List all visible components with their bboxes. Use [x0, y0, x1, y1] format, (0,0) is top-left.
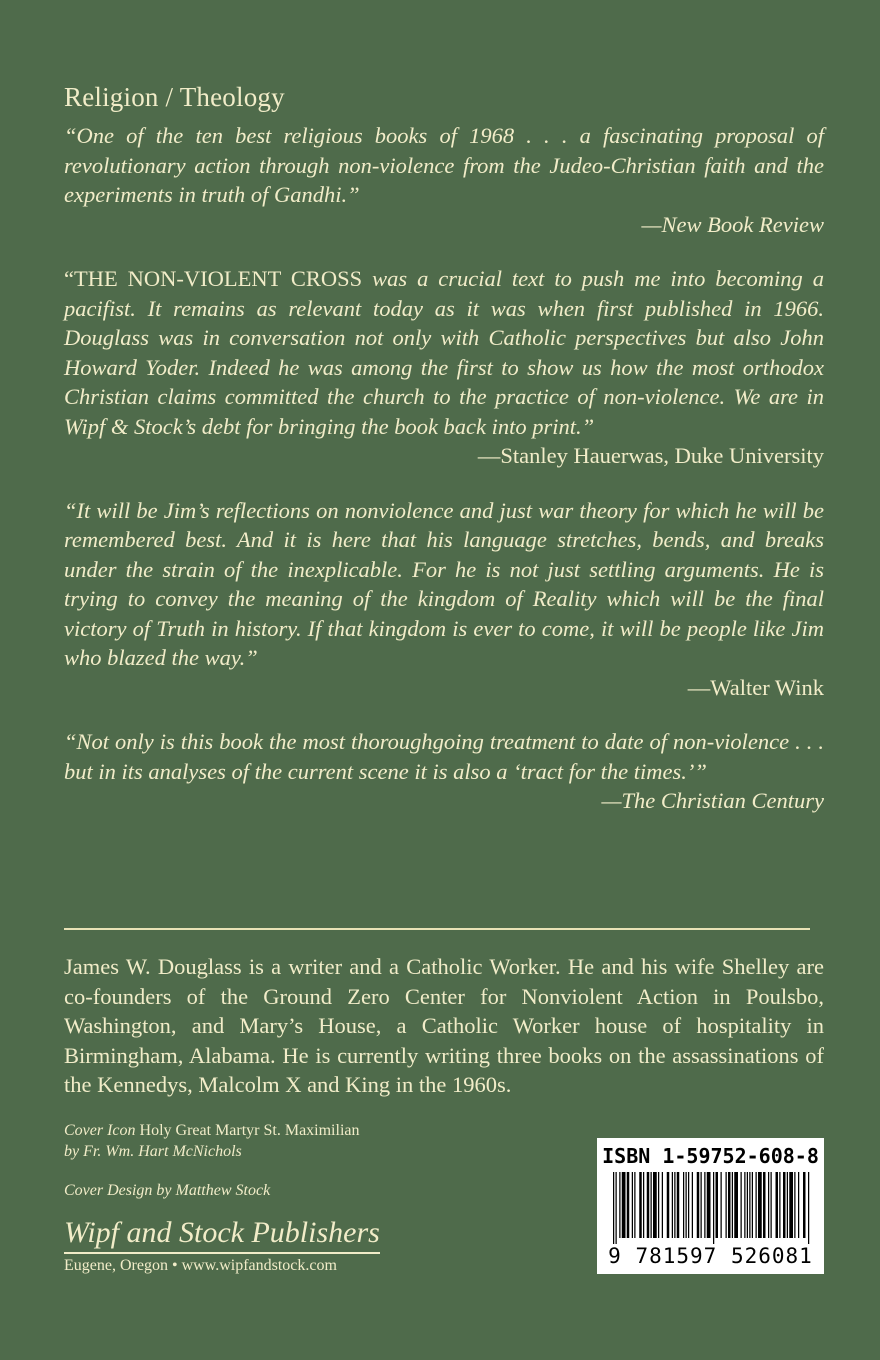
barcode-bar	[697, 1172, 700, 1238]
barcode-bar	[734, 1172, 738, 1238]
book-title: “THE NON-VIOLENT CROSS	[64, 266, 363, 291]
cover-design-credit: Cover Design by Matthew Stock	[64, 1182, 271, 1199]
quote-text	[64, 264, 824, 441]
quote-1	[64, 121, 824, 239]
quote-2	[64, 264, 824, 471]
isbn-text: ISBN 1-59752-608-8	[602, 1144, 819, 1168]
barcode-bar	[779, 1172, 780, 1238]
barcode-bar	[752, 1172, 753, 1238]
cover-credits	[64, 1120, 360, 1162]
barcode-bar	[747, 1172, 748, 1238]
barcode-bar	[627, 1172, 630, 1238]
quote-attribution: —Walter Wink	[687, 674, 824, 700]
barcode-bar	[744, 1172, 745, 1238]
barcode-bar	[688, 1172, 689, 1238]
barcode-bar	[787, 1172, 788, 1238]
barcode-bar	[634, 1172, 635, 1238]
barcode-bar	[704, 1172, 705, 1238]
quote-attribution: —New Book Review	[641, 211, 824, 237]
barcode-bars	[611, 1172, 811, 1244]
quote-text: “Not only is this book the most thoroughgoing treatment to date of non-violence . . . but in its analyses of the current scene it is also a ‘tract for the times.’”	[64, 729, 824, 784]
cover-icon-artist: by Fr. Wm. Hart McNichols	[64, 1143, 242, 1160]
barcode-bar	[716, 1172, 719, 1238]
quote-attribution: —The Christian Century	[601, 788, 824, 813]
quote-attribution: —Stanley Hauerwas, Duke University	[477, 443, 824, 468]
barcode-bar	[653, 1172, 657, 1238]
barcode-bar	[647, 1172, 650, 1238]
barcode-bar	[758, 1172, 762, 1238]
barcode-bar	[803, 1172, 806, 1238]
barcode-bar	[692, 1172, 693, 1238]
barcode-bar	[616, 1172, 617, 1244]
barcode-bar	[677, 1172, 680, 1238]
barcode-bar	[726, 1172, 727, 1238]
barcode-bar	[732, 1172, 733, 1238]
back-cover-content	[64, 82, 824, 841]
barcode-bar	[674, 1172, 675, 1238]
barcode-bar	[672, 1172, 673, 1238]
barcode-bar	[713, 1172, 714, 1244]
barcode-bar	[707, 1172, 711, 1238]
barcode-bar	[651, 1172, 652, 1238]
barcode-bar	[749, 1172, 750, 1238]
barcode-bar	[783, 1172, 786, 1238]
barcode-bar	[808, 1172, 809, 1244]
barcode-bar	[622, 1172, 626, 1238]
barcode-bar	[721, 1172, 722, 1238]
divider-rule	[64, 928, 810, 930]
quote-body: was a crucial text to push me into becoming a pacifist. It remains as relevant today as it was when first published in 1966. Douglass was in conversation not only with Catholic perspectives but also John Howard Yoder. Indeed he was among the first to show us how the most orthodox Christian claims committed the church to the practice of non-violence. We are in Wipf & Stock’s debt for bringing the book back into print.”	[64, 266, 824, 439]
barcode-bar	[741, 1172, 742, 1238]
barcode-bar	[686, 1172, 687, 1238]
barcode-bar	[639, 1172, 642, 1238]
publisher-name: Wipf and Stock Publishers	[64, 1216, 380, 1254]
publisher-location: Eugene, Oregon • www.wipfandstock.com	[64, 1257, 337, 1274]
barcode-bar	[794, 1172, 795, 1238]
barcode-bar	[789, 1172, 793, 1238]
cover-icon-title: Holy Great Martyr St. Maximilian	[135, 1122, 360, 1139]
barcode-bar	[613, 1172, 614, 1244]
quote-4	[64, 727, 824, 816]
barcode-bar	[776, 1172, 779, 1238]
barcode-bar	[658, 1172, 659, 1238]
barcode-bar	[798, 1172, 799, 1238]
category-label: Religion / Theology	[64, 82, 285, 112]
ean-digits: 9 781597 526081	[608, 1244, 813, 1268]
barcode-bar	[662, 1172, 663, 1238]
quote-text: “One of the ten best religious books of 1968 . . . a fascinating proposal of revolutionary action through non-violence from the Judeo-Christian faith and the experiments in truth of Gandhi.”	[64, 123, 824, 207]
isbn-barcode	[597, 1138, 824, 1274]
quote-text: “It will be Jim’s reflections on nonviolence and just war theory for which he will be remembered best. And it is here that his language stretches, bends, and breaks under the strain of the inexplicable. For he is not just settling arguments. He is trying to convey the meaning of the kingdom of Reality which will be the final victory of Truth in history. If that kingdom is ever to come, it will be people like Jim who blazed the way.”	[64, 497, 824, 670]
barcode-bar	[763, 1172, 766, 1238]
barcode-bar	[619, 1172, 620, 1238]
barcode-bar	[701, 1172, 702, 1238]
barcode-bar	[683, 1172, 684, 1238]
barcode-bar	[756, 1172, 757, 1238]
barcode-bar	[728, 1172, 731, 1238]
cover-icon-label: Cover Icon	[64, 1122, 136, 1139]
barcode-bar	[643, 1172, 644, 1238]
barcode-bar	[632, 1172, 633, 1238]
author-bio: James W. Douglass is a writer and a Catholic Worker. He and his wife Shelley are co-founders of the Ground Zero Center for Nonviolent Action in Poulsbo, Washington, and Mary’s House, a Catholic Worker house of hospitality in Birmingham, Alabama. He is currently writing three books on the assassinations of the Kennedys, Malcolm X and King in the 1960s.	[64, 954, 824, 1097]
barcode-bar	[768, 1172, 769, 1238]
barcode-bar	[771, 1172, 772, 1238]
quote-3	[64, 496, 824, 703]
barcode-bar	[667, 1172, 670, 1238]
